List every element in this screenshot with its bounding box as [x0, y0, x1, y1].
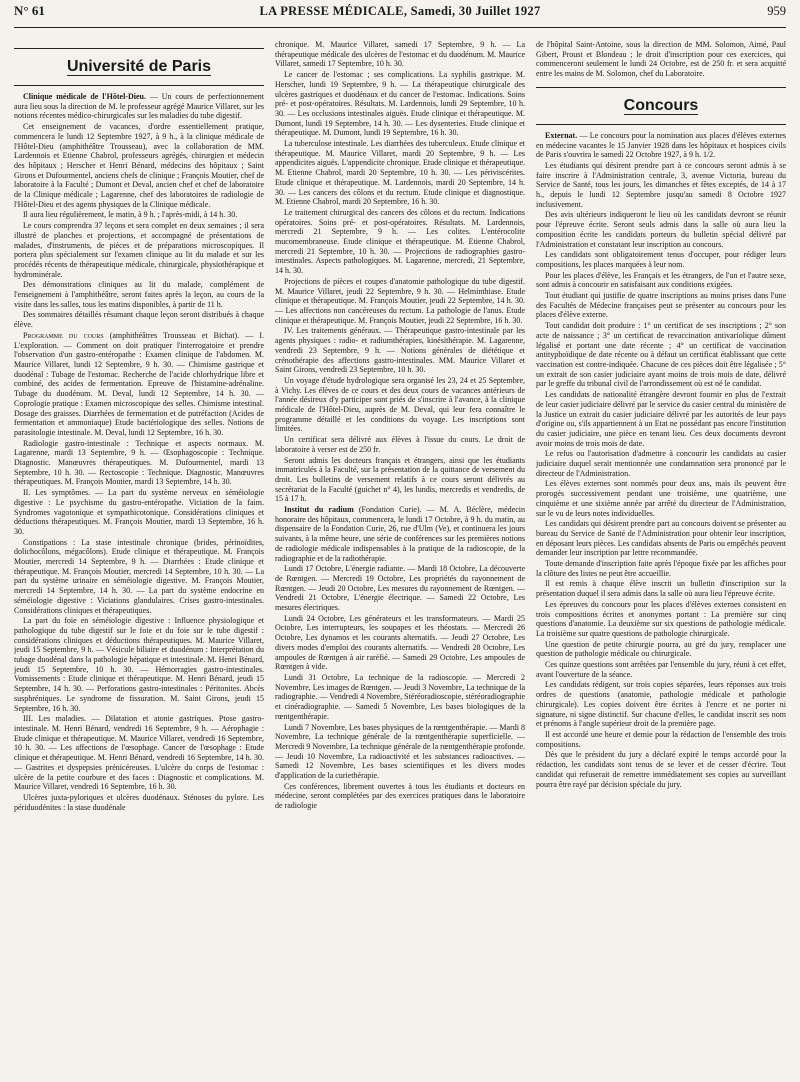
journal-title: LA PRESSE MÉDICALE, Samedi, 30 Juillet 1927 [259, 4, 541, 18]
paragraph: Les élèves externes sont nommés pour deux ans, mais ils peuvent être prorogés successivement pendant une troisième, une quatrième, une cinquième et une sixième année par arrêté du directeur de l'Administration, sur le vu de leurs notes individuelles. [536, 479, 786, 518]
paragraph: Le cancer de l'estomac ; ses complications. La syphilis gastrique. M. Herscher, lundi 19 Septembre, 9 h. — La thérapeutique chirurgicale des ulcères gastriques et duodénaux et du cancer de l'estomac. Indications. Soins pré- et post-opératoires. Résultats. M. Lardennois, lundi 29 Septembre, 10 h. 30. — Les occlusions intestinales aiguës. Etude clinique et thérapeutique. M. Dumont, lundi 19 Septembre, 14 h. 30. — Les dysenteries. Etude clinique et thérapeutique. M. Dumont, lundi 19 Septembre, 16 h. 30. [275, 70, 525, 138]
paragraph: Toute demande d'inscription faite après l'époque fixée par les affiches pour la clôture des listes ne peut être accueillie. [536, 559, 786, 578]
paragraph: Pour les places d'élève, les Français et les étrangers, de l'un et l'autre sexe, sont admis à concourir en satisfaisant aux conditions exigées. [536, 270, 786, 290]
column-3 [536, 40, 786, 1075]
column-1 [14, 40, 264, 1075]
paragraph: La tuberculose intestinale. Les diarrhées des tuberculeux. Etude clinique et thérapeutique. M. Maurice Villaret, mardi 20 Septembre, 9 h. — Les appendicites aiguës. L'appendicite chronique. Etude clinique et thérapeutique. M. Etienne Chabrol, mardi 20 Septembre, 10 h. 30. — Les périviscérites. Etude clinique et thérapeutique. M. Lardennois, mardi 20 Septembre, 14 h. 30. — Les cancers des côlons et du rectum. Etude clinique et diagnostique. M. Etienne Chabrol, mardi 20 Septembre, 16 h. 30. [275, 139, 525, 207]
paragraph: Ces conférences, librement ouvertes à tous les étudiants et docteurs en médecine, seront complétées par des exercices pratiques dans le laboratoire de radiologie [275, 781, 525, 811]
paragraph: III. Les maladies. — Dilatation et atonie gastriques. Ptose gastro-intestinale. M. Henri Bénard, vendredi 16 Septembre, 9 h. — Aérophagie : Etude clinique et thérapeutique. M. Maurice Villaret, vendredi 16 Septembre, 10 h. 30. — Les affections de l'œsophage. Cancer de l'œsophage : Etude clinique et thérapeutique. M. Henri Bénard, vendredi 16 Septembre, 14 h. 30. — Gastrites et dyspepsies prénicéreuses. L'ulcère du corps de l'estomac : ulcère de la petite courbure et des faces : Diagnostic et complications. M. Maurice Villaret, vendredi 16 Septembre, 16 h. 30. [14, 714, 264, 792]
section-heading-universite: Université de Paris [14, 48, 264, 86]
paragraph: Lundi 7 Novembre, Les bases physiques de la rœntgenthérapie. — Mardi 8 Novembre, La technique générale de la rœntgenthérapie superficielle. — Mercredi 9 Novembre, La technique générale de la rœntgenthérapie profonde. — Jeudi 10 Novembre, La radioactivité et les substances radioactives. — Samedi 12 Novembre, Les bases scientifiques et les divers modes d'application de la curiethérapie. [275, 722, 525, 781]
paragraph: Un voyage d'étude hydrologique sera organisé les 23, 24 et 25 Septembre, à Vichy. Les élèves de ce cours et des deux cours de vacances antérieurs de l'année désireux d'y participer sont priés de s'inscrire à l'avance, à la clinique médicale de l'Hôtel-Dieu, auprès de M. Deval, qui leur fera connaître le programme détaillé et les conditions du voyage. Les inscriptions sont limitées. [275, 375, 525, 434]
paragraph: Tout candidat doit produire : 1° un certificat de ses inscriptions ; 2° son acte de naissance ; 3° un certificat de revaccination antivariolique dûment légalisé et portant une date récente ; 4° un certificat de vaccination antityphoïdique de date récente ou à défaut un certificat établissant que cette vaccination est contre-indiquée. Chacune de ces pièces doit être légalisée ; 5° un extrait de son casier judiciaire ayant moins de trois mois de date, délivré par le greffe du tribunal civil de l'arrondissement où est né le candidat. [536, 321, 786, 389]
section-heading-concours: Concours [536, 87, 786, 125]
paragraph: Le traitement chirurgical des cancers des côlons et du rectum. Indications opératoires. Soins pré- et post-opératoires. Résultats. M. Lardennois, mercredi 21 Septembre, 9 h. — Les colites. L'entérocolite mucomembraneuse. Etude clinique et thérapeutique. M. Etienne Chabrol, mercredi 21 Septembre, 10 h. 30. — Projections de radiographies gastro-intestinales. Aspects pathologiques. M. Lagarenne, mercredi, 21 Septembre, 14 h. 30. [275, 207, 525, 276]
paragraph: — Le concours pour la nomination aux places d'élèves externes en médecine vacantes le 15 Janvier 1928 dans les hôpitaux et hospices civils de Paris s'ouvrira le samedi 22 Octobre 1927, à 9 h. 1/2. [536, 130, 786, 160]
paragraph: Lundi 17 Octobre, L'énergie radiante. — Mardi 18 Octobre, La découverte de Rœntgen. — Mercredi 19 Octobre, Les propriétés du rayonnement de Rœntgen. — Jeudi 20 Octobre, Les mesures du rayonnement de Rœntgen. — Vendredi 21 Octobre, L'énergie électrique. — Samedi 22 Octobre, Les mesures électriques. [275, 564, 525, 613]
paragraph: de l'hôpital Saint-Antoine, sous la direction de MM. Solomon, Aimé, Paul Gibert, Proust et Blondeau ; le droit d'inscription pour ces exercices, qui commenceront seulement le lundi 24 Octobre, est de 250 fr. et sera acquitté entre les mains de M. Solomon, chef du Laboratoire. [536, 40, 786, 79]
article-title-institut: Institut du radium [284, 505, 354, 515]
paragraph: Les étudiants qui désirent prendre part à ce concours seront admis à se faire inscrire à l'Administration centrale, 3, avenue Victoria, bureau du Service de Santé, tous les jours, les dimanches et fêtes exceptés, de 14 à 17 h., depuis le lundi 12 Septembre jusqu'au samedi 8 Octobre 1927 inclusivement. [536, 160, 786, 209]
paragraph: Les épreuves du concours pour les places d'élèves externes consistent en trois compositions écrites et anonymes portant : La première sur cinq questions d'anatomie. La deuxième sur six questions de pathologie médicale. La troisième sur quatre questions de pathologie chirurgicale. [536, 599, 786, 638]
paragraph: La part du foie en séméiologie digestive : Influence physiologique et pathologique du tube digestif sur le foie et du foie sur le tube digestif : considérations cliniques et déductions thérapeutiques. M. Maurice Villaret, jeudi 15 Septembre, 9 h. — Vésicule biliaire et duodénum : Interprétation du tubage duodénal dans la pathologie hépatique et intestinale. M. Henri Bénard, jeudi 15 Septembre, 10 h. 30. — Hémorragies gastro-intestinales. Vomissements : Etude clinique et thérapeutique. M. Henri Bénard, jeudi 15 Septembre, 14 h. 30. — Perforations gastro-intestinales : Péritonites. Abcès susphréniques. Le syndrome de fissuration. M. Saint Girons, jeudi 15 Septembre, 16 h. 30. [14, 616, 264, 713]
paragraph: Des avis ultérieurs indiqueront le lieu où les candidats devront se réunir pour l'épreuve écrite. Seront seuls admis dans la salle où aura lieu la composition écrite les candidats porteurs du bulletin spécial délivré par l'Administration et constatant leur inscription au concours. [536, 210, 786, 249]
page-number: 959 [767, 4, 786, 18]
paragraph: II. Les symptômes. — La part du système nerveux en séméiologie digestive : Le psychisme du gastro-entéropathe. Viciation de la faim. Syndromes vagotonique et sympathicotonique. Considérations cliniques et déductions thérapeutiques. M. François Moutier, mardi 13 Septembre, 16 h. 30. [14, 488, 264, 536]
paragraph: Constipations : La stase intestinale chronique (brides, périnoïdites, dolichocôlons, mégacôlons). Etude clinique et thérapeutique. M. François Moutier, mercredi 14 Septembre, 9 h. — Diarrhées : Etude clinique et thérapeutique. M. François Moutier, mercredi 14 Septembre, 10 h. 30. — La part du système urinaire en séméiologie digestive. M. François Moutier, mercredi 14 Septembre, 14 h. 30. — La part du système endocrine en séméiologie digestive : Viciations glandulaires. Crises gastro-intestinales. Considérations cliniques et thérapeutiques. [14, 537, 264, 615]
paragraph: Projections de pièces et coupes d'anatomie pathologique du tube digestif. M. Maurice Villaret, jeudi 22 Septembre, 9 h. 30. — Helminthiase. Etude clinique et thérapeutique. M. François Moutier, jeudi 22 Septembre, 14 h. 30. — Les affections non cancéreuses du rectum. La pathologie de l'anus. Etude clinique et thérapeutique. M. François Moutier, jeudi 22 Septembre, 16 h. 30. [275, 276, 525, 325]
paragraph: Une question de petite chirurgie pourra, au gré du jury, remplacer une question de pathologie médicale ou chirurgicale. [536, 639, 786, 659]
paragraph: (amphithéâtres Trousseau et Bichat). — I. L'exploration. — Comment on doit pratiquer l'interrogatoire et prendre l'observation d'un gastro-entéropathe : Examen clinique de l'abdomen. M. Maurice Villaret, lundi 12 Septembre, 9 h. 30. — Chimisme gastrique et duodénal : Tubage de l'estomac. Recherche de l'acide chlorhydrique libre et combiné, des acides de fermentation. Epreuve de l'histamine-adrénaline. Tubage du duodénum. M. Deval, lundi 12 Septembre, 14 h. 30. — Coprologie pratique : Examen microscopique des selles. Chimisme intestinal. Dosage des graisses. Diarrhées de fermentation et de putréfaction (Acides de fermentation et ammoniaque) Etude bactériologique des selles. Notions de parasitologie intestinale. M. Deval, lundi 12 Septembre, 16 h. 30. [14, 330, 264, 437]
paragraph: IV. Les traitements généraux. — Thérapeutique gastro-intestinale par les agents physiques : radio- et radiumthérapies, kinésithérapie. M. Lagarenne, vendredi 23 Septembre, 9 h. — Notions générales de diététique et crénothérapie des affections gastro-intestinales. MM. Maurice Villaret et Saint Girons, vendredi 23 Septembre, 10 h. 30. [275, 326, 525, 375]
column-2 [275, 40, 525, 1075]
article-title-externat: Externat. [545, 130, 578, 140]
paragraph: Cet enseignement de vacances, d'ordre essentiellement pratique, commencera le lundi 12 Septembre 1927, à 9 h., à la clinique médicale de l'Hôtel-Dieu (amphithéâtre Trousseau), avec la collaboration de MM. Lardennois et Etienne Chabrol, professeurs agrégés, chirurgien et médecin des hôpitaux ; Herscher et Henri Bénard, médecins des hôpitaux ; Saint Girons et Dufourmentel, anciens chefs de clinique ; François Moutier, chef de laboratoire à la Faculté ; Dumont et Deval, ancien chef et chef de laboratoire de la Clinique médicale ; Lagarenne, chef des laboratoires de radiologie de l'Hôtel-Dieu et des agents physiques de la Clinique médicale. [14, 122, 264, 209]
paragraph: Seront admis les docteurs français et étrangers, ainsi que les étudiants immatriculés à la Faculté, sur la présentation de la quittance de versement du droit. Les bulletins de versement relatifs à ce cours seront délivrés au secrétariat de la Faculté (guichet n° 4), les lundis, mercredis et vendredis, de 15 à 17 h. [275, 455, 525, 504]
article-title-clinique: Clinique médicale de l'Hôtel-Dieu. [23, 92, 146, 101]
paragraph: Dès que le président du jury a déclaré expiré le temps accordé pour la rédaction, les candidats sont tenus de se lever et de cesser d'écrire. Tout candidat qui refuserait de remettre immédiatement ses copies au surveillant pourra être rayé par décision spéciale du jury. [536, 750, 786, 789]
paragraph: Le refus ou l'autorisation d'admettre à concourir les candidats au casier judiciaire duquel serait mentionnée une condamnation sera prononcé par le directeur de l'Administration. [536, 449, 786, 478]
running-header [14, 0, 786, 28]
paragraph: Il est accordé une heure et demie pour la rédaction de l'ensemble des trois compositions. [536, 730, 786, 749]
paragraph: Les candidats de nationalité étrangère devront fournir en plus de l'extrait de leur casier judiciaire délivré par le service du casier central du ministère de la Justice un extrait du casier judiciaire délivré par les autorités de leur pays d'origine ou, s'ils appartiennent à un Etat ne possédant pas encore l'institution du casier judiciaire, une pièce en tenant lieu. Ces deux documents devront avoir moins de trois mois de date. [536, 390, 786, 448]
paragraph: Des démonstrations cliniques au lit du malade, complément de l'enseignement à l'amphithéâtre, seront faites après la leçon, au cours de la visite dans les salles, tous les matins disponibles, à partir de 11 h. [14, 280, 264, 309]
program-label: Programme du cours [23, 330, 104, 340]
paragraph: — Un cours de perfectionnement aura lieu sous la direction de M. le professeur agrégé Maurice Villaret, sur les notions récentes médico-chirurgicales sur les maladies du tube digestif. [14, 92, 264, 121]
paragraph: (Fondation Curie). — M. A. Béclère, médecin honoraire des hôpitaux, commencera, le lundi 17 Octobre, à 9 h. du matin, au dispensaire de la Fondation Curie, 26, rue d'Ulm (Ve), et continuera les jours suivants, à la même heure, une série de conférences sur les premières notions de radiologie médicale indispensables à la pratique de la radioscopie, de la radiographie et de la radiothérapie. [275, 505, 525, 563]
paragraph: chronique. M. Maurice Villaret, samedi 17 Septembre, 9 h. — La thérapeutique médicale des ulcères de l'estomac et du duodénum. M. Maurice Villaret, samedi 17 Septembre, 10 h. 30. [275, 40, 525, 69]
paragraph: Il est remis à chaque élève inscrit un bulletin d'inscription sur la présentation duquel il sera admis dans la salle où aura lieu l'épreuve écrite. [536, 579, 786, 599]
paragraph: Les candidats sont obligatoirement tenus d'occuper, pour rédiger leurs compositions, les places marquées à leur nom. [536, 250, 786, 269]
paragraph: Ces quinze questions sont arrêtées par l'ensemble du jury, réuni à cet effet, avant l'ouverture de la séance. [536, 660, 786, 679]
issue-number: N° 61 [14, 3, 45, 18]
paragraph: Un certificat sera délivré aux élèves à l'issue du cours. Le droit de laboratoire à verser est de 250 fr. [275, 435, 525, 454]
paragraph: Des sommaires détaillés résumant chaque leçon seront distribués à chaque élève. [14, 310, 264, 330]
paragraph: Les candidats rédigent, sur trois copies séparées, leurs réponses aux trois ordres de questions (anatomie, pathologie médicale et pathologie chirurgicale). Les copies doivent être écrites à l'encre et ne porter ni signature, ni signe distinctif. Sur chacune d'elles, le candidat inscrit ses nom et prénoms à l'angle supérieur droit de la première page. [536, 680, 786, 729]
paragraph: Tout étudiant qui justifie de quatre inscriptions au moins prises dans l'une des Facultés de Médecine françaises peut se présenter au concours pour les places d'élève externe. [536, 291, 786, 320]
paragraph: Lundi 24 Octobre, Les générateurs et les transformateurs. — Mardi 25 Octobre, Les interrupteurs, les soupapes et les rhéostats. — Mercredi 26 Octobre, Les dynamos et les courants alternatifs. — Jeudi 27 Octobre, Les divers modes d'emploi des courants alternatifs. — Vendredi 28 Octobre, Les ampoules de Rœntgen à air raréfié. — Samedi 29 Octobre, Les ampoules de Rœntgen à vide. [275, 613, 525, 672]
paragraph: Ulcères juxta-pyloriques et ulcères duodénaux. Sténoses du pylore. Les périduodénites : la stase duodénale [14, 792, 264, 812]
paragraph: Radiologie gastro-intestinale : Technique et aspects normaux. M. Lagarenne, mardi 13 Septembre, 9 h. — Œsophagoscopie : Technique. Diagnostic. Manœuvres thérapeutiques. M. Dufourmentel, mardi 13 Septembre, 10 h. 30. — Rectoscopie : Technique. Diagnostic. Manœuvres thérapeutiques. M. François Moutier, mardi 13 Septembre, 14 h. 30. [14, 438, 264, 487]
paragraph: Lundi 31 Octobre, La technique de la radioscopie. — Mercredi 2 Novembre, Les images de Rœntgen. — Jeudi 3 Novembre, La technique de la radiographie. — Vendredi 4 Novembre, Stéréoradioscopie, stéréoradiographie et cinéradiographie. — Samedi 5 Novembre, Les bases biologiques de la rœntgenthérapie. [275, 673, 525, 721]
paragraph: Les candidats qui désirent prendre part au concours doivent se présenter au bureau du Service de Santé de l'Administration pour obtenir leur inscription, en déposant leurs pièces. Les candidats absents de Paris ou empêchés peuvent demander leur inscription par lettre recommandée. [536, 519, 786, 558]
paragraph: Le cours comprendra 37 leçons et sera complet en deux semaines ; il sera illustré de planches et projections, et accompagné de présentations de malades, d'instruments, de pièces et de préparations microscopiques. Il portera plus spécialement sur l'examen clinique au lit du malade et sur les procédés récents de thérapeutique médicale, chirurgicale, physiothérapique et hydrominérale. [14, 221, 264, 279]
columns [14, 40, 786, 1075]
paragraph: Il aura lieu régulièrement, le matin, à 9 h. ; l'après-midi, à 14 h. 30. [23, 210, 238, 220]
